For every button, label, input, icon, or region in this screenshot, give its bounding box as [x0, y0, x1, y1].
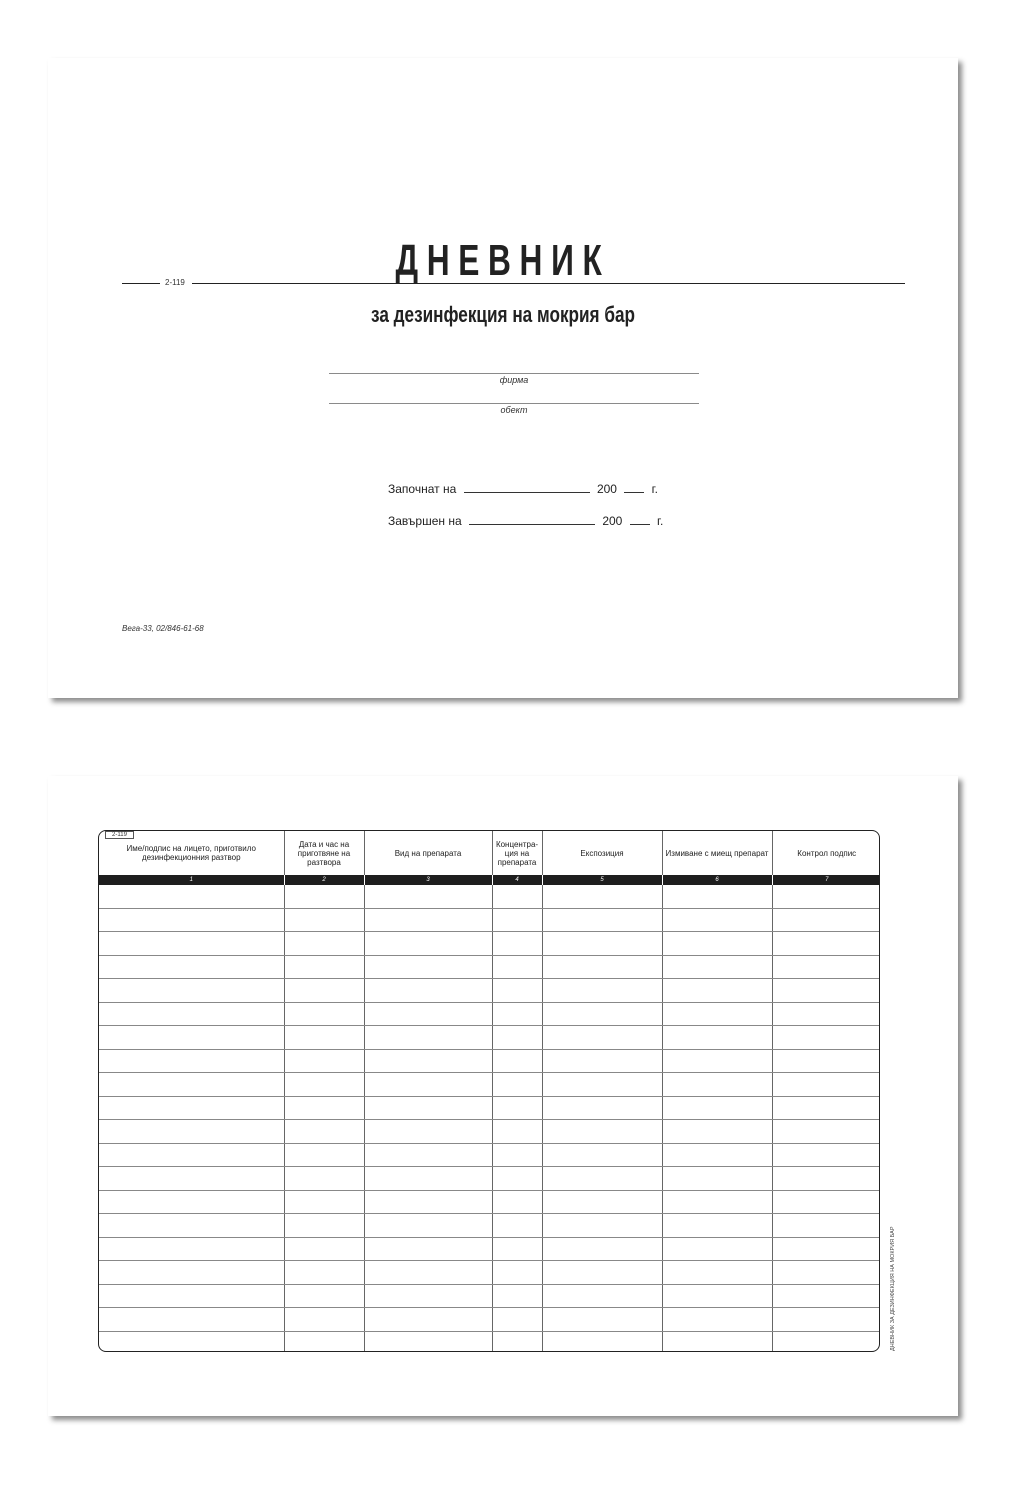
table-cell[interactable] [364, 955, 492, 979]
table-cell[interactable] [99, 908, 284, 932]
table-cell[interactable] [542, 1096, 662, 1120]
table-cell[interactable] [284, 955, 364, 979]
table-cell[interactable] [662, 1214, 772, 1238]
table-cell[interactable] [542, 1331, 662, 1352]
table-cell[interactable] [284, 1308, 364, 1332]
table-cell[interactable] [542, 1167, 662, 1191]
table-cell[interactable] [772, 1049, 880, 1073]
table-cell[interactable] [99, 1049, 284, 1073]
table-cell[interactable] [364, 1214, 492, 1238]
table-cell[interactable] [492, 1237, 542, 1261]
table-cell[interactable] [364, 1190, 492, 1214]
table-row [99, 1167, 880, 1191]
table-cell[interactable] [772, 1284, 880, 1308]
column-number: 1 [99, 875, 284, 885]
table-cell[interactable] [99, 1026, 284, 1050]
table-cell[interactable] [284, 1096, 364, 1120]
table-cell[interactable] [284, 1143, 364, 1167]
table-cell[interactable] [772, 1237, 880, 1261]
table-row [99, 932, 880, 956]
table-cell[interactable] [364, 1120, 492, 1144]
table-cell[interactable] [492, 932, 542, 956]
table-cell[interactable] [284, 1190, 364, 1214]
table-cell[interactable] [662, 1096, 772, 1120]
table-cell[interactable] [662, 1284, 772, 1308]
column-number: 7 [772, 875, 880, 885]
table-cell[interactable] [772, 885, 880, 908]
started-label: Започнат на [388, 482, 457, 496]
table-cell[interactable] [99, 1120, 284, 1144]
cover-title: ДНЕВНИК [395, 236, 611, 285]
table-row [99, 1331, 880, 1352]
table-cell[interactable] [99, 1073, 284, 1097]
table-cell[interactable] [542, 1308, 662, 1332]
table-cell[interactable] [99, 1331, 284, 1352]
column-header: Измиване с миещ препарат [662, 831, 772, 875]
site-line[interactable] [329, 403, 699, 404]
table-cell[interactable] [772, 1073, 880, 1097]
table-cell[interactable] [99, 1096, 284, 1120]
table-cell[interactable] [662, 908, 772, 932]
cover-subtitle: за дезинфекция на мокрия бар [371, 302, 635, 327]
table-cell[interactable] [662, 1237, 772, 1261]
table-cell[interactable] [284, 1120, 364, 1144]
table-cell[interactable] [284, 1284, 364, 1308]
table-cell[interactable] [284, 932, 364, 956]
table-cell[interactable] [772, 955, 880, 979]
table-cell[interactable] [364, 1261, 492, 1285]
log-body [99, 885, 880, 1352]
table-row [99, 1049, 880, 1073]
started-row [388, 482, 658, 496]
table-cell[interactable] [542, 1214, 662, 1238]
finished-year-suffix: г. [657, 514, 664, 528]
table-row [99, 1214, 880, 1238]
table-cell[interactable] [542, 885, 662, 908]
table-row [99, 1237, 880, 1261]
table-cell[interactable] [99, 932, 284, 956]
table-cell[interactable] [542, 1284, 662, 1308]
table-cell[interactable] [492, 1261, 542, 1285]
table-form-code: 2-119 [105, 831, 134, 839]
log-page [48, 776, 958, 1416]
table-cell[interactable] [772, 1331, 880, 1352]
table-cell[interactable] [772, 1143, 880, 1167]
log-table [99, 831, 880, 1352]
table-cell[interactable] [542, 1261, 662, 1285]
table-cell[interactable] [542, 955, 662, 979]
table-cell[interactable] [284, 885, 364, 908]
table-cell[interactable] [284, 1026, 364, 1050]
table-cell[interactable] [662, 979, 772, 1003]
column-number: 5 [542, 875, 662, 885]
table-row [99, 1143, 880, 1167]
table-cell[interactable] [364, 1096, 492, 1120]
table-cell[interactable] [662, 1331, 772, 1352]
table-cell[interactable] [662, 885, 772, 908]
table-cell[interactable] [364, 1049, 492, 1073]
table-cell[interactable] [772, 1308, 880, 1332]
table-cell[interactable] [662, 1143, 772, 1167]
table-row [99, 1308, 880, 1332]
table-cell[interactable] [772, 908, 880, 932]
table-cell[interactable] [364, 1143, 492, 1167]
table-cell[interactable] [492, 1308, 542, 1332]
cover-page [48, 58, 958, 698]
table-cell[interactable] [772, 1026, 880, 1050]
table-cell[interactable] [284, 979, 364, 1003]
title-rule-right [192, 283, 905, 284]
table-cell[interactable] [284, 1167, 364, 1191]
table-row [99, 1120, 880, 1144]
table-cell[interactable] [542, 1120, 662, 1144]
table-cell[interactable] [542, 932, 662, 956]
table-cell[interactable] [364, 932, 492, 956]
table-cell[interactable] [662, 1167, 772, 1191]
table-row [99, 1190, 880, 1214]
table-cell[interactable] [662, 1308, 772, 1332]
table-cell[interactable] [284, 1002, 364, 1026]
table-cell[interactable] [772, 1096, 880, 1120]
table-cell[interactable] [662, 1190, 772, 1214]
firm-line[interactable] [329, 373, 699, 374]
table-cell[interactable] [772, 1214, 880, 1238]
table-cell[interactable] [99, 885, 284, 908]
column-number-row [99, 875, 880, 885]
table-cell[interactable] [492, 1049, 542, 1073]
table-cell[interactable] [492, 1190, 542, 1214]
column-number: 6 [662, 875, 772, 885]
started-year-suffix: г. [651, 482, 658, 496]
table-cell[interactable] [99, 1167, 284, 1191]
table-cell[interactable] [542, 908, 662, 932]
table-row [99, 1284, 880, 1308]
table-cell[interactable] [772, 1002, 880, 1026]
table-row [99, 1261, 880, 1285]
table-cell[interactable] [492, 1026, 542, 1050]
table-cell[interactable] [542, 1143, 662, 1167]
table-cell[interactable] [542, 1026, 662, 1050]
table-cell[interactable] [99, 1214, 284, 1238]
column-number: 2 [284, 875, 364, 885]
table-cell[interactable] [99, 1237, 284, 1261]
publisher-info: Вега-33, 02/846-61-68 [122, 624, 204, 633]
started-date-blank[interactable] [464, 491, 590, 493]
table-cell[interactable] [662, 932, 772, 956]
table-cell[interactable] [364, 1002, 492, 1026]
table-cell[interactable] [542, 1237, 662, 1261]
table-cell[interactable] [492, 1073, 542, 1097]
finished-year-prefix: 200 [602, 514, 623, 528]
table-cell[interactable] [99, 1284, 284, 1308]
table-cell[interactable] [492, 1284, 542, 1308]
table-cell[interactable] [364, 1308, 492, 1332]
log-table-frame [98, 830, 880, 1352]
table-cell[interactable] [284, 908, 364, 932]
table-cell[interactable] [772, 1190, 880, 1214]
title-rule-left [122, 283, 160, 284]
table-cell[interactable] [492, 1096, 542, 1120]
table-cell[interactable] [542, 1073, 662, 1097]
table-cell[interactable] [662, 1026, 772, 1050]
table-cell[interactable] [364, 885, 492, 908]
table-cell[interactable] [772, 1120, 880, 1144]
table-cell[interactable] [364, 1026, 492, 1050]
column-header: Дата и час на приготвяне на разтвора [284, 831, 364, 875]
finished-year-blank[interactable] [630, 523, 650, 525]
table-cell[interactable] [662, 955, 772, 979]
finished-row [388, 514, 663, 528]
finished-label: Завършен на [388, 514, 462, 528]
table-cell[interactable] [99, 979, 284, 1003]
table-cell[interactable] [662, 1261, 772, 1285]
finished-date-blank[interactable] [469, 523, 595, 525]
table-row [99, 1073, 880, 1097]
table-cell[interactable] [99, 1143, 284, 1167]
table-cell[interactable] [492, 1214, 542, 1238]
column-number: 3 [364, 875, 492, 885]
table-cell[interactable] [492, 1120, 542, 1144]
table-cell[interactable] [542, 1002, 662, 1026]
table-cell[interactable] [284, 1331, 364, 1352]
table-cell[interactable] [492, 1143, 542, 1167]
table-cell[interactable] [492, 979, 542, 1003]
cover-form-code: 2-119 [165, 278, 185, 287]
table-cell[interactable] [492, 955, 542, 979]
table-row [99, 1002, 880, 1026]
started-year-prefix: 200 [596, 482, 617, 496]
table-cell[interactable] [284, 1261, 364, 1285]
table-cell[interactable] [284, 1214, 364, 1238]
table-row [99, 885, 880, 908]
table-cell[interactable] [542, 1049, 662, 1073]
table-cell[interactable] [99, 1261, 284, 1285]
table-cell[interactable] [364, 1073, 492, 1097]
table-cell[interactable] [662, 1002, 772, 1026]
firm-caption: фирма [499, 375, 529, 385]
table-row [99, 955, 880, 979]
column-header: Вид на препарата [364, 831, 492, 875]
table-cell[interactable] [364, 1331, 492, 1352]
table-cell[interactable] [492, 885, 542, 908]
table-cell[interactable] [99, 1308, 284, 1332]
table-cell[interactable] [364, 979, 492, 1003]
table-cell[interactable] [364, 1167, 492, 1191]
table-cell[interactable] [284, 1237, 364, 1261]
table-cell[interactable] [364, 1237, 492, 1261]
table-cell[interactable] [492, 1167, 542, 1191]
table-cell[interactable] [662, 1073, 772, 1097]
site-caption: обект [500, 405, 528, 415]
table-cell[interactable] [492, 1002, 542, 1026]
table-cell[interactable] [364, 908, 492, 932]
table-cell[interactable] [772, 1167, 880, 1191]
table-cell[interactable] [772, 932, 880, 956]
table-cell[interactable] [284, 1073, 364, 1097]
table-cell[interactable] [542, 1190, 662, 1214]
started-year-blank[interactable] [624, 491, 644, 493]
table-cell[interactable] [99, 1002, 284, 1026]
table-row [99, 1096, 880, 1120]
table-cell[interactable] [772, 1261, 880, 1285]
table-cell[interactable] [99, 1190, 284, 1214]
column-number: 4 [492, 875, 542, 885]
table-cell[interactable] [492, 908, 542, 932]
table-cell[interactable] [492, 1331, 542, 1352]
column-header: Експозиция [542, 831, 662, 875]
header-row [99, 831, 880, 875]
table-cell[interactable] [542, 979, 662, 1003]
table-row [99, 908, 880, 932]
column-header: Име/подпис на лицето, приготвило дезинфекционния разтвор [99, 831, 284, 875]
table-cell[interactable] [662, 1049, 772, 1073]
table-row [99, 1026, 880, 1050]
table-cell[interactable] [772, 979, 880, 1003]
table-cell[interactable] [364, 1284, 492, 1308]
table-row [99, 979, 880, 1003]
column-header: Концентра-ция на препарата [492, 831, 542, 875]
table-cell[interactable] [99, 955, 284, 979]
spine-text: ДНЕВНИК ЗА ДЕЗИНФЕКЦИЯ НА МОКРИЯ БАР [890, 1226, 896, 1351]
column-header: Контрол подпис [797, 848, 857, 858]
table-cell[interactable] [284, 1049, 364, 1073]
table-cell[interactable] [662, 1120, 772, 1144]
